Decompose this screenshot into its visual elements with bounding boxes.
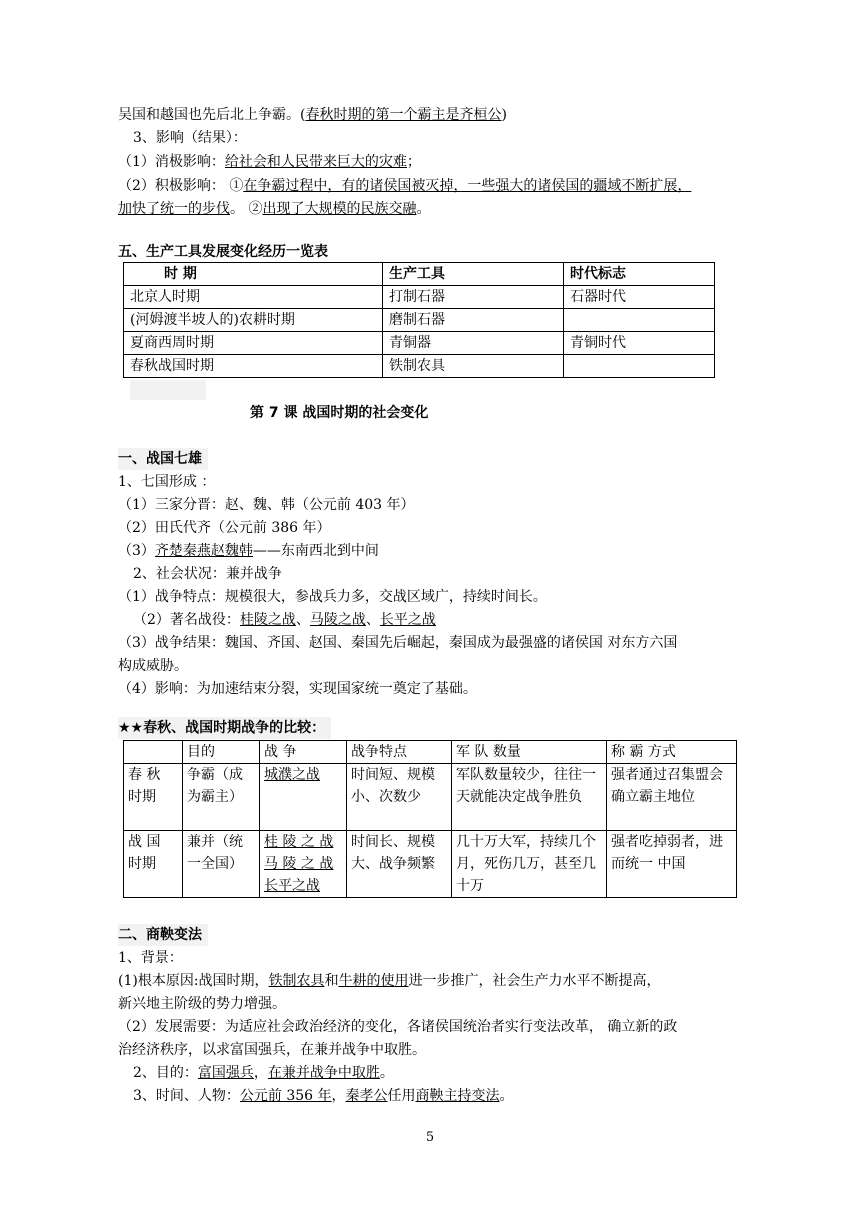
text: （2）著名战役： <box>133 612 240 628</box>
text-line <box>118 151 421 173</box>
text: （3） <box>118 543 155 559</box>
text: 吴国和越国也先后北上争霸。( <box>118 107 306 123</box>
text: ， <box>253 1065 268 1081</box>
text: 任用 <box>387 1088 416 1104</box>
text: （2）积极影响： ① <box>118 178 244 194</box>
table-row <box>124 355 715 378</box>
section-heading: 一、战国七雄 <box>118 448 208 470</box>
text: 、 <box>365 612 380 628</box>
underlined-text: 给社会和人民带来巨大的灾难 <box>224 154 407 170</box>
comparison-title: ★★春秋、战国时期战争的比较： <box>118 717 331 739</box>
table-cell: 铁制农具 <box>383 355 564 378</box>
text-line <box>118 198 430 220</box>
underlined-text: 桂 陵 之 战 <box>264 834 334 850</box>
table-row <box>124 332 715 355</box>
text-line <box>118 175 691 197</box>
text: 、 <box>295 612 310 628</box>
underlined-text: 长平之战 <box>379 612 436 628</box>
text-line: 2、社会状况：兼并战争 <box>133 566 282 582</box>
table-header-row <box>124 741 737 764</box>
table-header-cell: 时代标志 <box>564 263 715 286</box>
table-header-cell: 生产工具 <box>383 263 564 286</box>
text-line: 3、影响（结果）： <box>133 130 247 146</box>
table-cell: 北京人时期 <box>124 286 383 309</box>
text: (1)根本原因:战国时期， <box>118 973 269 989</box>
table-cell: 石器时代 <box>564 286 715 309</box>
table-cell: 争霸（成为霸主） <box>183 764 260 831</box>
text: （1）消极影响： <box>118 154 225 170</box>
page-number: 5 <box>425 1130 435 1145</box>
table-cell: 时间长、规模大、战争频繁 <box>347 831 452 898</box>
table-cell: 春 秋 时期 <box>124 764 183 831</box>
shading-block <box>130 380 206 400</box>
table-cell: 青铜时代 <box>564 332 715 355</box>
text-line: 治经济秩序，以求富国强兵，在兼并战争中取胜。 <box>118 1042 426 1058</box>
text-line <box>118 970 661 992</box>
table-cell <box>260 831 347 898</box>
table-cell: (河姆渡半坡人的)农耕时期 <box>124 309 383 332</box>
table-header-cell: 称 霸 方式 <box>607 741 737 764</box>
text-line: （1）战争特点：规模很大，参战兵力多，交战区域广，持续时间长。 <box>118 589 547 605</box>
table-row <box>124 831 737 898</box>
table-header-cell <box>124 741 183 764</box>
table-cell: 几十万大军，持续几个月，死伤几万，甚至几十万 <box>452 831 607 898</box>
text-line: 1、七国形成 ： <box>118 474 216 490</box>
text: ， <box>331 1088 346 1104</box>
table-header-cell: 战争特点 <box>347 741 452 764</box>
text: 。 <box>499 1088 514 1104</box>
table-header-cell: 战 争 <box>260 741 347 764</box>
text: 。 <box>416 201 431 217</box>
table-cell <box>564 355 715 378</box>
text: 。 ② <box>230 201 263 217</box>
underlined-text: 春秋时期的第一个霸主是齐桓公 <box>305 107 502 123</box>
table-row <box>124 286 715 309</box>
underlined-text: 马陵之战 <box>309 612 366 628</box>
text-line <box>133 609 436 631</box>
underlined-text: 商鞅主持变法 <box>415 1088 500 1104</box>
underlined-text: 城濮之战 <box>264 767 320 783</box>
table-cell: 磨制石器 <box>383 309 564 332</box>
text-line: （2）田氏代齐（公元前 386 年） <box>118 520 331 536</box>
table-cell <box>260 764 347 831</box>
underlined-text: 马 陵 之 战 <box>264 856 334 872</box>
underlined-text: 铁制农具 <box>268 973 325 989</box>
text-line: （3）战争结果：魏国、齐国、赵国、秦国先后崛起，秦国成为最强盛的诸侯国 对东方六国 <box>118 635 678 651</box>
text-line: （2）发展需要：为适应社会政治经济的变化，各诸侯国统治者实行变法改革， 确立新的政 <box>118 1019 678 1035</box>
text-line <box>133 1085 514 1107</box>
underlined-text: 在争霸过程中，有的诸侯国被灭掉，一些强大的诸侯国的疆域不断扩展， <box>243 178 692 194</box>
text-line: 新兴地主阶级的势力增强。 <box>118 996 286 1012</box>
table-cell <box>564 309 715 332</box>
table-row <box>124 764 737 831</box>
underlined-text: 秦孝公 <box>345 1088 388 1104</box>
underlined-text: 桂陵之战 <box>239 612 296 628</box>
section-heading: 五、生产工具发展变化经历一览表 <box>118 244 328 260</box>
text: 。 <box>379 1065 394 1081</box>
text: 3、时间、人物： <box>133 1088 240 1104</box>
table-cell: 战 国 时期 <box>124 831 183 898</box>
text-line: 构成威胁。 <box>118 658 188 674</box>
section-heading: 二、商鞅变法 <box>118 924 208 946</box>
text-line: 1、背景： <box>118 950 183 966</box>
underlined-text: 齐楚秦燕赵魏韩 <box>154 543 253 559</box>
table-row <box>124 309 715 332</box>
table-cell: 军队数量较少，往往一天就能决定战争胜负 <box>452 764 607 831</box>
underlined-text: 出现了大规模的民族交融 <box>262 201 417 217</box>
text: ——东南西北到中间 <box>252 543 379 559</box>
table-cell: 强者通过召集盟会确立霸主地位 <box>607 764 737 831</box>
underlined-text: 在兼并战争中取胜 <box>267 1065 380 1081</box>
table-cell: 夏商西周时期 <box>124 332 383 355</box>
underlined-text: 牛耕的使用 <box>338 973 409 989</box>
text: ) <box>501 107 507 123</box>
table-header-cell: 目的 <box>183 741 260 764</box>
text-line: （4）影响：为加速结束分裂，实现国家统一奠定了基础。 <box>118 681 477 697</box>
table-cell: 青铜器 <box>383 332 564 355</box>
lesson-title: 第 7 课 战国时期的社会变化 <box>250 405 429 421</box>
underlined-text: 富国强兵 <box>197 1065 254 1081</box>
war-comparison-table <box>123 740 737 898</box>
text-line: （1）三家分晋：赵、魏、韩（公元前 403 年） <box>118 497 415 513</box>
table-cell: 打制石器 <box>383 286 564 309</box>
table-cell: 强者吃掉弱者，进而统一 中国 <box>607 831 737 898</box>
underlined-text: 长平之战 <box>264 878 320 894</box>
text-line <box>118 104 507 126</box>
table-header-cell: 军 队 数量 <box>452 741 607 764</box>
table-cell: 春秋战国时期 <box>124 355 383 378</box>
table-cell: 兼并（统一全国） <box>183 831 260 898</box>
tools-table <box>123 262 715 378</box>
underlined-text: 加快了统一的步伐 <box>118 201 230 217</box>
text-line <box>118 540 379 562</box>
text: 进一步推广，社会生产力水平不断提高， <box>408 973 661 989</box>
text: ； <box>406 154 421 170</box>
underlined-text: 公元前 356 年 <box>239 1088 332 1104</box>
text-line <box>133 1062 394 1084</box>
table-header-row <box>124 263 715 286</box>
table-cell: 时间短、规模小、次数少 <box>347 764 452 831</box>
text: 2、目的： <box>133 1065 198 1081</box>
text: 和 <box>324 973 339 989</box>
table-header-cell: 时 期 <box>124 263 383 286</box>
